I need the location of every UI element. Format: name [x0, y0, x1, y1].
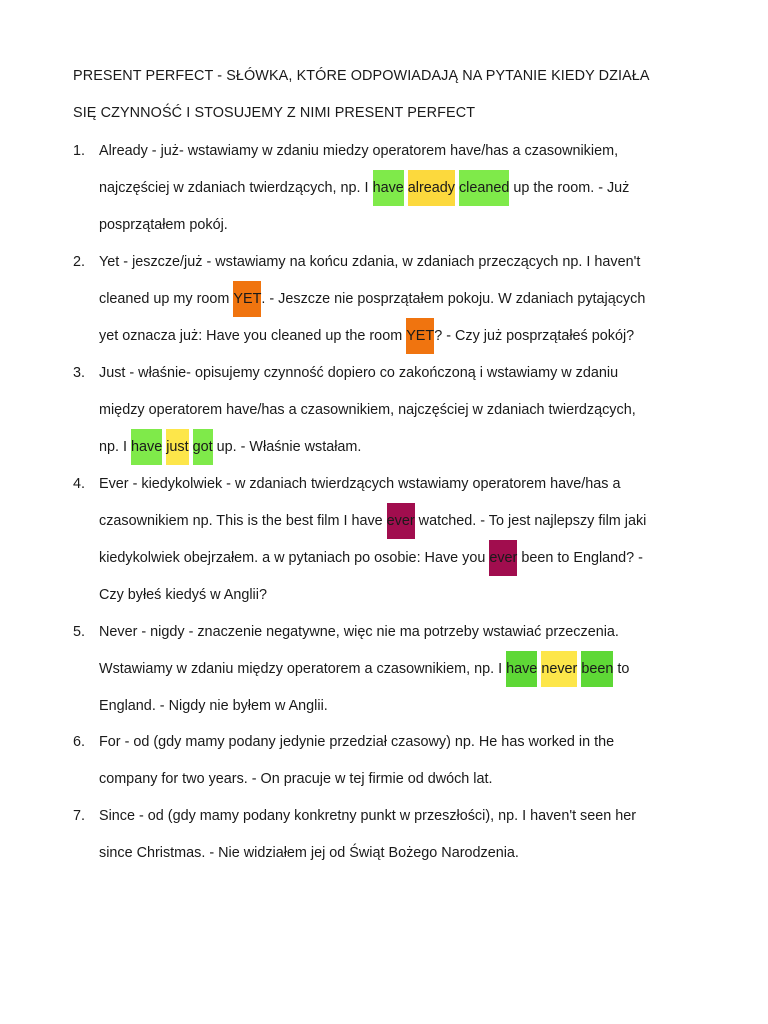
- text-segment: to: [613, 661, 630, 677]
- list-item-line: między operatorem have/has a czasownikiem, najczęściej w zdaniach twierdzących,: [99, 402, 636, 418]
- text-segment: np. I: [99, 439, 131, 455]
- text-segment: kiedykolwiek obejrzałem. a w pytaniach po osobie: Have you: [99, 550, 490, 566]
- list-item-line: Just - właśnie- opisujemy czynność dopiero co zakończoną i wstawiamy w zdaniu: [99, 365, 619, 381]
- text-segment: ? - Czy już posprzątałeś pokój?: [434, 328, 635, 344]
- highlight-green: have: [373, 170, 404, 206]
- text-segment: . - Jeszcze nie posprzątałem pokoju. W zdaniach pytających: [261, 291, 646, 307]
- highlight-orange: YET: [406, 318, 434, 354]
- list-item-number: 1.: [73, 143, 86, 159]
- highlight-green: been: [581, 651, 613, 687]
- text-segment: watched. - To jest najlepszy film jaki: [414, 513, 647, 529]
- list-item-line: [99, 429, 361, 465]
- highlight-yellow: never: [541, 651, 577, 687]
- list-item-number: 3.: [73, 365, 86, 381]
- list-item-line: Since - od (gdy mamy podany konkretny punkt w przeszłości), np. I haven't seen her: [99, 808, 637, 824]
- list-item-number: 4.: [73, 476, 86, 492]
- list-item-line: posprzątałem pokój.: [99, 217, 228, 233]
- highlight-orange: YET: [233, 281, 261, 317]
- list-item-line: England. - Nigdy nie byłem w Anglii.: [99, 698, 328, 714]
- list-item-line: Already - już- wstawiamy w zdaniu miedzy operatorem have/has a czasownikiem,: [99, 143, 619, 159]
- list-item-line: [99, 281, 645, 317]
- highlight-yellow: already: [408, 170, 455, 206]
- highlight-green: have: [131, 429, 162, 465]
- document-title-line-1: PRESENT PERFECT - SŁÓWKA, KTÓRE ODPOWIADAJĄ NA PYTANIE KIEDY DZIAŁA: [73, 68, 650, 84]
- list-item-number: 7.: [73, 808, 86, 824]
- list-item-line: [99, 170, 629, 206]
- highlight-magenta: ever: [387, 503, 415, 539]
- text-segment: cleaned up my room: [99, 291, 234, 307]
- list-item-line: Never - nigdy - znaczenie negatywne, więc nie ma potrzeby wstawiać przeczenia.: [99, 624, 619, 640]
- list-item-line: company for two years. - On pracuje w tej firmie od dwóch lat.: [99, 771, 493, 787]
- highlight-yellow: just: [166, 429, 188, 465]
- list-item-line: [99, 651, 629, 687]
- list-item-line: Ever - kiedykolwiek - w zdaniach twierdzących wstawiamy operatorem have/has a: [99, 476, 621, 492]
- list-item-line: [99, 540, 643, 576]
- list-item-line: For - od (gdy mamy podany jedynie przedział czasowy) np. He has worked in the: [99, 734, 615, 750]
- highlight-magenta: ever: [489, 540, 517, 576]
- text-segment: been to England? -: [517, 550, 643, 566]
- list-item-line: [99, 318, 634, 354]
- list-item-line: Yet - jeszcze/już - wstawiamy na końcu zdania, w zdaniach przeczących np. I haven't: [99, 254, 641, 270]
- list-item-number: 5.: [73, 624, 86, 640]
- text-segment: czasownikiem np. This is the best film I have: [99, 513, 387, 529]
- list-item-line: [99, 503, 646, 539]
- list-item-number: 6.: [73, 734, 86, 750]
- text-segment: up. - Właśnie wstałam.: [212, 439, 362, 455]
- highlight-green: have: [506, 651, 537, 687]
- list-item-line: Czy byłeś kiedyś w Anglii?: [99, 587, 267, 603]
- highlight-green: cleaned: [459, 170, 509, 206]
- highlight-green: got: [193, 429, 213, 465]
- list-item-number: 2.: [73, 254, 86, 270]
- text-segment: up the room. - Już: [509, 180, 630, 196]
- document-title-line-2: SIĘ CZYNNOŚĆ I STOSUJEMY Z NIMI PRESENT PERFECT: [73, 105, 476, 121]
- text-segment: yet oznacza już: Have you cleaned up the room: [99, 328, 407, 344]
- list-item-line: since Christmas. - Nie widziałem jej od Świąt Bożego Narodzenia.: [99, 845, 519, 861]
- text-segment: Wstawiamy w zdaniu między operatorem a czasownikiem, np. I: [99, 661, 507, 677]
- text-segment: najczęściej w zdaniach twierdzących, np. I: [99, 180, 373, 196]
